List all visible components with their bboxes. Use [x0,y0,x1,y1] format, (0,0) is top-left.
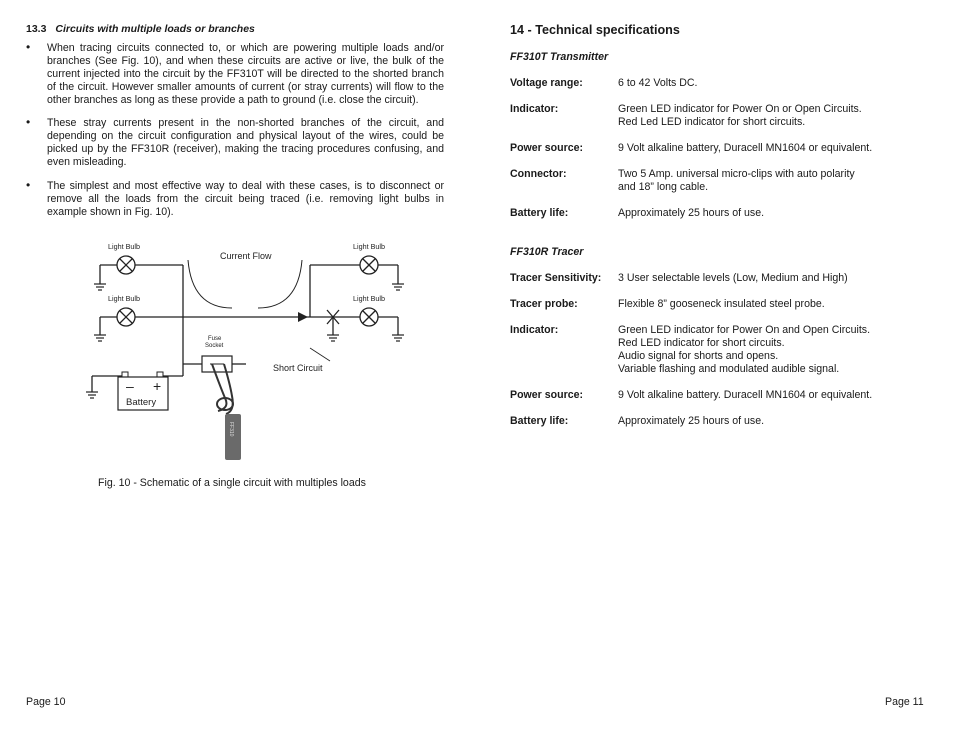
spec-label: Tracer probe: [510,298,578,310]
transmitter-heading: FF310T Transmitter [510,51,609,63]
specs-title: 14 - Technical specifications [510,23,680,37]
section-heading [26,23,255,35]
battery-label: Battery [126,397,157,408]
spec-line: and 18” long cable. [618,181,709,194]
light-bulb-icon [117,256,135,274]
spec-value [618,103,918,129]
spec-line: Two 5 Amp. universal micro-clips with auto polarity [618,168,855,180]
spec-value [618,415,918,428]
spec-line: Audio signal for shorts and opens. [618,350,779,363]
socket-label: Socket [205,343,224,349]
spec-label: Power source: [510,142,584,154]
light-bulb-icon [360,308,378,326]
spec-line: 3 User selectable levels (Low, Medium and High) [618,272,848,284]
spec-line: Approximately 25 hours of use. [618,207,765,219]
bullet-item [26,117,444,169]
spec-label: Power source: [510,389,584,401]
light-bulb-icon [117,308,135,326]
spec-label: Tracer Sensitivity: [510,272,602,284]
page-number-right: Page 11 [885,696,924,708]
spec-line: Approximately 25 hours of use. [618,415,765,427]
spec-value [618,142,918,155]
bullet-text: These stray currents present in the non-shorted branches of the circuit, and depending on the circuit configuration and physical layout of the wires, could be picked up by the FF310R (receiver), making the tracing procedures confusing, and even misleading. [47,117,444,169]
light-bulb-icon [360,256,378,274]
spec-line: Green LED indicator for Power On or Open Circuits. [618,103,862,115]
spec-line: 9 Volt alkaline battery, Duracell MN1604 or equivalent. [618,142,873,154]
fuse-label: Fuse [208,336,222,342]
spec-value [618,168,918,194]
section-title: Circuits with multiple loads or branches [55,23,255,35]
spec-value [618,207,918,220]
spec-line: Red Led LED indicator for short circuits. [618,116,806,129]
spec-value [618,272,918,285]
bullet-item [26,180,444,219]
bulb-label: Light Bulb [108,242,140,251]
short-circuit-label: Short Circuit [273,363,323,373]
arrow-icon [298,312,308,322]
spec-label: Battery life: [510,207,569,219]
tracer-heading: FF310R Tracer [510,246,584,258]
current-flow-label: Current Flow [220,251,272,261]
spec-label: Connector: [510,168,567,180]
circuit-schematic [80,236,420,466]
bulb-label: Light Bulb [108,294,140,303]
battery-minus: – [126,378,134,394]
section-number: 13.3 [26,23,47,35]
page-number-left: Page 10 [26,696,66,708]
bullet-item [26,42,444,107]
spec-label: Indicator: [510,103,559,115]
spec-line: Variable flashing and modulated audible signal. [618,363,840,376]
bullet-icon: • [26,40,31,54]
spec-line: Flexible 8” gooseneck insulated steel probe. [618,298,825,310]
spec-value [618,389,918,402]
bullet-text: The simplest and most effective way to deal with these cases, is to disconnect or remove all the loads from the circuit being traced (i.e. removing light bulbs in example shown in Fig. 10). [47,180,444,219]
spec-value [618,77,918,90]
bulb-label: Light Bulb [353,242,385,251]
spec-line: 6 to 42 Volts DC. [618,77,698,89]
bullet-icon: • [26,115,31,129]
spec-label: Indicator: [510,324,559,336]
battery-plus: + [153,378,162,394]
spec-value [618,298,918,311]
spec-line: Red LED indicator for short circuits. [618,337,785,350]
spec-line: 9 Volt alkaline battery. Duracell MN1604 or equivalent. [618,389,873,401]
spec-line: Green LED indicator for Power On and Open Circuits. [618,324,871,336]
bullet-text: When tracing circuits connected to, or which are powering multiple loads and/or branches (See Fig. 10), and when these circuits are active or live, the bulk of the current injected into the circuit by the FF310T will be directed to the shorted branch of the circuit. However smaller amounts of current (or stray currents) will flow to the other branches as long as these provide a path to ground (i.e. close the circuit). [47,42,444,107]
spec-label: Battery life: [510,415,569,427]
figure-caption: Fig. 10 - Schematic of a single circuit with multiples loads [98,477,366,489]
probe-brand-text: FF310 [228,422,234,437]
bullet-icon: • [26,178,31,192]
spec-label: Voltage range: [510,77,583,89]
spec-value [618,324,918,376]
bulb-label: Light Bulb [353,294,385,303]
transmitter-probe-icon [225,414,241,460]
